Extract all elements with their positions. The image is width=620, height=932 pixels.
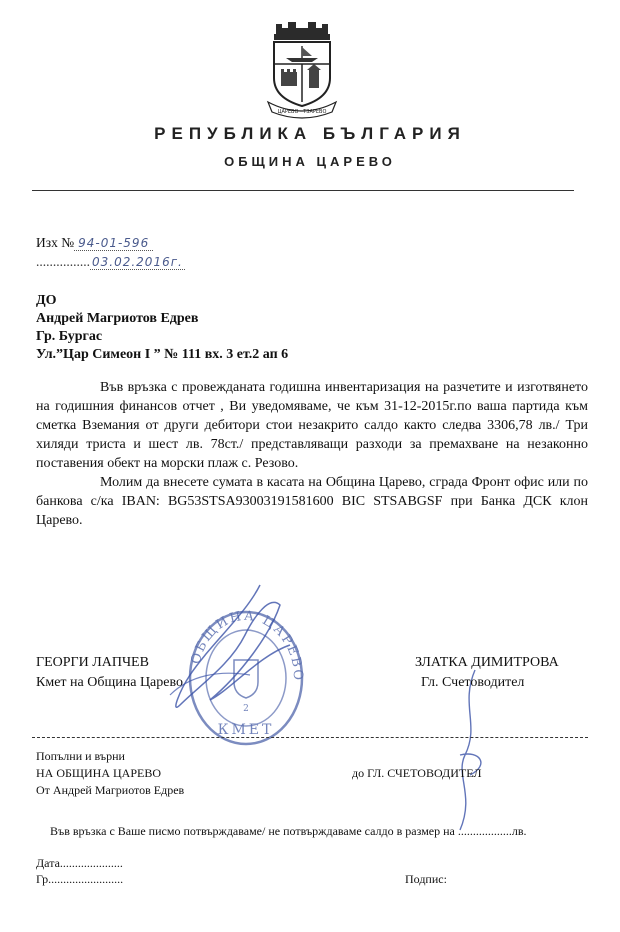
recipient-city: Гр. Бургас	[36, 329, 103, 344]
body-paragraph-1: Във връзка с провежданата годишна инвентаризация на разчетите и изготвянето на годишния финансов отчет , Ви уведомяваме, че към 31-12-2015г.по ваша партида към сметка Вземания от други дебитори стои незакрито салдо както следва 3306,78 лв./ Три хиляди триста и шест лв. 78ст./ представляващи разходи за премахване на незаконно поставения обект на морски плаж с. Резово.	[36, 380, 588, 471]
country-title: РЕПУБЛИКА БЪЛГАРИЯ	[154, 124, 466, 143]
confirmation-line: Във връзка с Ваше писмо потвърждаваме/ не потвърждаваме салдо в размер на ..................лв.	[50, 824, 527, 838]
reference-date-line	[36, 254, 185, 270]
return-to-accountant: до ГЛ. СЧЕТОВОДИТЕЛ	[352, 766, 482, 780]
stamp-number: 2	[243, 704, 249, 714]
reference-date: 03.02.2016г.	[92, 255, 183, 269]
stamp-text: ОБЩИНА ЦАРЕВО	[188, 608, 306, 683]
return-line-1: Попълни и върни	[36, 749, 125, 763]
recipient-address	[36, 292, 288, 364]
recipient-street: Ул.”Цар Симеон I ” № 111 вх. 3 ет.2 ап 6	[36, 347, 289, 362]
return-line-3: От Андрей Магриотов Едрев	[36, 783, 185, 797]
header-divider	[32, 190, 574, 191]
accountant-title: Гл. Счетоводител	[421, 675, 525, 690]
outgoing-label: Изх №	[36, 235, 75, 250]
return-slip-left	[36, 748, 184, 799]
recipient-name: Андрей Магриотов Едрев	[36, 311, 199, 326]
accountant-signature-block	[415, 653, 559, 693]
municipality-crest-icon	[262, 20, 342, 122]
slip-date: Дата.....................	[36, 856, 123, 870]
slip-city: Гр.........................	[36, 872, 124, 886]
recipient-to: ДО	[36, 293, 57, 308]
municipality-title: ОБЩИНА ЦАРЕВО	[224, 154, 396, 169]
mayor-name: ГЕОРГИ ЛАПЧЕВ	[36, 655, 149, 670]
crest-banner-text: ЦАРЕВО · ТЗАРЕВО	[277, 109, 327, 115]
outgoing-reference	[36, 235, 153, 251]
letter-body	[36, 378, 588, 530]
mayor-signature-block	[36, 653, 183, 693]
body-paragraph-2: Молим да внесете сумата в касата на Община Царево, сграда Фронт офис или по банкова с/ка IBAN: BG53STSA93003191581600 BIC STSABGSF при Банка ДСК клон Царево.	[36, 475, 588, 528]
reference-dots: ................	[36, 254, 90, 269]
stamp-sub: КМЕТ	[217, 722, 275, 738]
cut-line	[32, 737, 588, 738]
mayor-title: Кмет на Община Царево	[36, 675, 183, 690]
accountant-name: ЗЛАТКА ДИМИТРОВА	[415, 655, 559, 670]
return-line-2: НА ОБЩИНА ЦАРЕВО	[36, 766, 161, 780]
outgoing-number: 94-01-596	[74, 236, 153, 251]
slip-signature: Подпис:	[405, 872, 447, 886]
